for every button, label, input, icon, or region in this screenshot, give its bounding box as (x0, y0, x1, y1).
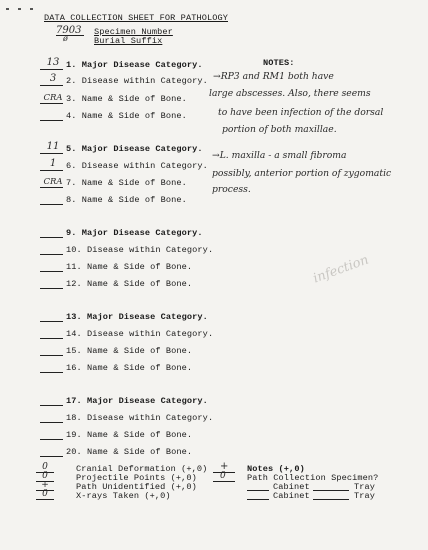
entry-label: 4. Name & Side of Bone. (66, 111, 187, 121)
note-line: →L. maxilla - a small fibroma (212, 150, 347, 161)
answer-line (40, 279, 63, 289)
entry-label: 16. Name & Side of Bone. (66, 363, 193, 373)
field-label: Projectile Points (+,0) (76, 473, 197, 483)
path-collection-label: Path Collection Specimen? (247, 473, 379, 483)
answer-value: 13 (46, 57, 60, 68)
answer-value: 0 (42, 489, 48, 499)
specimen-block (56, 26, 206, 46)
entry-label: 10. Disease within Category. (66, 245, 214, 255)
answer-line (40, 430, 63, 440)
answer-line (40, 363, 63, 373)
answer-value: 0 (42, 471, 48, 481)
scan-mark (30, 8, 33, 10)
entry-label: 18. Disease within Category. (66, 413, 214, 423)
answer-value: 0 (42, 462, 48, 472)
answer-value: 11 (46, 141, 60, 152)
specimen-number-value: 7903 (56, 25, 82, 36)
note-line: possibly, anterior portion of zygomatic (212, 168, 392, 179)
entry-label: 2. Disease within Category. (66, 76, 208, 86)
entry-label: 13. Major Disease Category. (66, 312, 208, 322)
entry-label: 20. Name & Side of Bone. (66, 447, 193, 457)
answer-line (40, 245, 63, 255)
tray-line (313, 482, 349, 491)
notes-answer: + (220, 461, 229, 472)
scan-mark (18, 8, 21, 10)
entry-label: 6. Disease within Category. (66, 161, 208, 171)
specimen-number-label: Specimen Number (94, 27, 173, 37)
tray-label: Tray (354, 482, 376, 492)
answer-line (40, 413, 63, 423)
answer-value: 1 (49, 158, 57, 169)
entry-label: 1. Major Disease Category. (66, 60, 203, 70)
path-collection-answer: 0 (220, 471, 226, 481)
notes-heading: NOTES: (263, 58, 295, 68)
answer-line (40, 346, 63, 356)
field-label: Cranial Deformation (+,0) (76, 464, 208, 474)
entry-label: 19. Name & Side of Bone. (66, 430, 193, 440)
answer-line (40, 111, 63, 121)
cabinet-line (247, 491, 269, 500)
note-line: to have been infection of the dorsal (218, 107, 384, 118)
note-line: large abscesses. Also, there seems (209, 88, 371, 99)
answer-value: + (41, 480, 49, 490)
notes-flag-label: Notes (+,0) (247, 464, 305, 474)
answer-line (40, 447, 63, 457)
entry-label: 15. Name & Side of Bone. (66, 346, 193, 356)
answer-line (40, 312, 63, 322)
entry-label: 7. Name & Side of Bone. (66, 178, 187, 188)
cabinet-label: Cabinet (273, 491, 310, 501)
field-label: X-rays Taken (+,0) (76, 491, 171, 501)
entry-label: 11. Name & Side of Bone. (66, 262, 193, 272)
entry-label: 9. Major Disease Category. (66, 228, 203, 238)
burial-suffix-label: Burial Suffix (94, 36, 163, 46)
note-line: process. (212, 184, 251, 195)
entry-label: 14. Disease within Category. (66, 329, 214, 339)
cabinet-line (247, 482, 269, 491)
burial-suffix-value: ø (63, 34, 68, 43)
answer-value: 3 (49, 73, 57, 84)
note-line: →RP3 and RM1 both have (213, 71, 334, 82)
entry-label: 8. Name & Side of Bone. (66, 195, 187, 205)
answer-value: CRA (43, 93, 63, 103)
tray-label: Tray (354, 491, 376, 501)
cabinet-label: Cabinet (273, 482, 310, 492)
answer-line (40, 329, 63, 339)
answer-line (40, 262, 63, 272)
answer-line (40, 228, 63, 238)
specimen-number-blank (56, 26, 84, 36)
scan-mark (6, 8, 9, 10)
entry-label: 5. Major Disease Category. (66, 144, 203, 154)
entry-label: 12. Name & Side of Bone. (66, 279, 193, 289)
entry-label: 17. Major Disease Category. (66, 396, 208, 406)
faint-pencil-note: infection (311, 252, 371, 287)
tray-line (313, 491, 349, 500)
note-line: portion of both maxillae. (222, 124, 337, 135)
path-collection-block (213, 461, 413, 504)
answer-line (40, 195, 63, 205)
answer-value: CRA (43, 177, 63, 187)
entry-label: 3. Name & Side of Bone. (66, 94, 187, 104)
field-label: Path Unidentified (+,0) (76, 482, 197, 492)
form-title: DATA COLLECTION SHEET FOR PATHOLOGY (44, 13, 228, 23)
answer-line (40, 396, 63, 406)
